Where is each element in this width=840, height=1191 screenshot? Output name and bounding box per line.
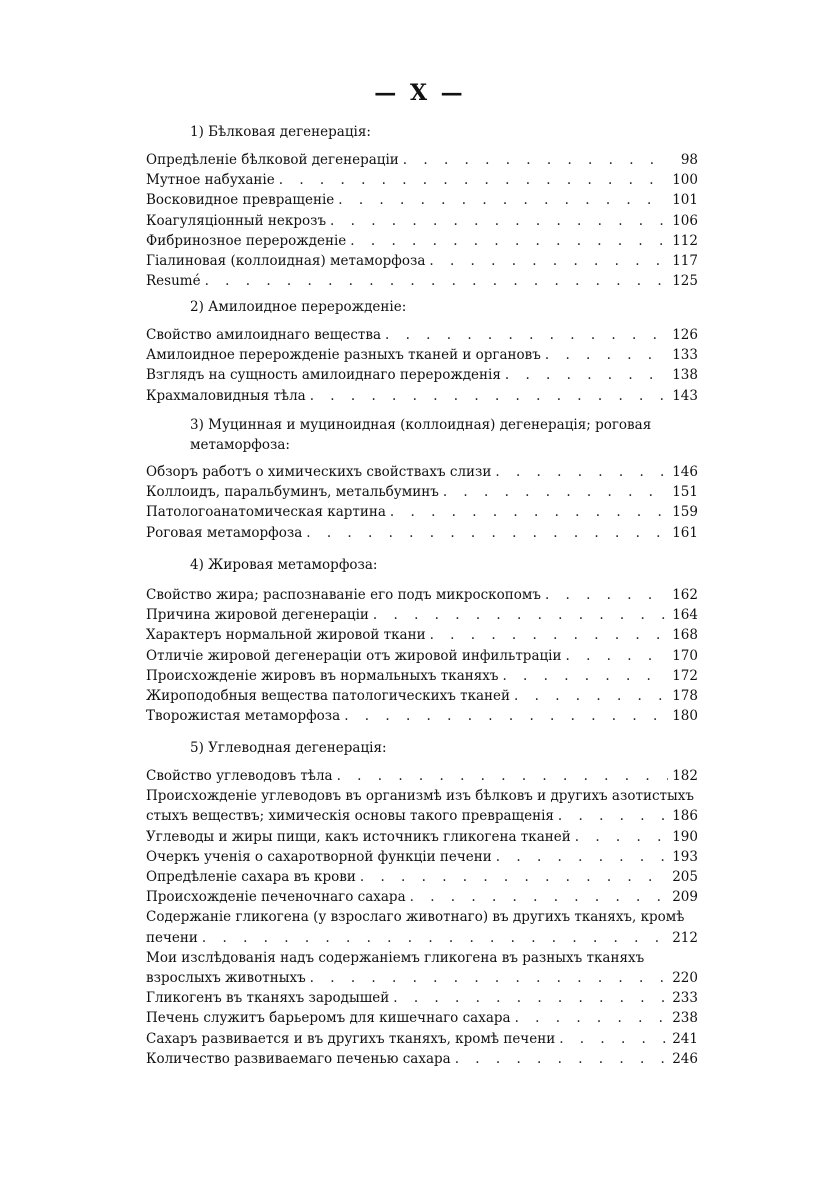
toc-entry bbox=[146, 806, 698, 826]
toc-entry-page: 100 bbox=[672, 172, 698, 189]
toc-entry-title: Коагуляціонный некрозъ bbox=[146, 212, 327, 229]
toc-entry bbox=[146, 170, 698, 190]
dot-leader bbox=[360, 867, 668, 887]
toc-entry bbox=[146, 211, 698, 231]
toc-entry-title: Творожистая метаморфоза bbox=[146, 708, 341, 725]
toc-entry-page: 246 bbox=[672, 1050, 698, 1067]
toc-entry bbox=[146, 706, 698, 726]
toc-entry bbox=[146, 585, 698, 605]
toc-entry-page: 172 bbox=[672, 667, 698, 684]
toc-entry-page: 126 bbox=[672, 327, 698, 343]
toc-entry-first-line: Мои изслѣдованія надъ содержаніемъ гликогена въ разныхъ тканяхъ bbox=[146, 949, 645, 966]
toc-entry-title: Крахмаловидныя тѣла bbox=[146, 387, 306, 404]
toc-entry bbox=[146, 150, 698, 170]
dot-leader bbox=[337, 766, 668, 786]
toc-entry-page: 241 bbox=[672, 1030, 698, 1047]
toc-entry-page: 193 bbox=[672, 848, 698, 865]
toc-entry-title: Характеръ нормальной жировой ткани bbox=[146, 627, 426, 644]
toc-entry-title: Восковидное превращеніе bbox=[146, 192, 335, 209]
toc-entry-page: 117 bbox=[672, 253, 698, 269]
toc-entry bbox=[146, 365, 698, 385]
toc-entry-title: Мутное набуханіе bbox=[146, 172, 275, 189]
page-number: — X — bbox=[374, 80, 466, 106]
toc-entry-title: Роговая метаморфоза bbox=[146, 524, 303, 541]
toc-entry bbox=[146, 251, 698, 271]
dot-leader bbox=[344, 706, 668, 726]
toc-entry bbox=[146, 523, 698, 543]
toc-entry bbox=[146, 325, 698, 345]
dot-leader bbox=[403, 150, 668, 170]
toc-entry bbox=[146, 988, 698, 1008]
dot-leader bbox=[515, 1008, 668, 1028]
toc-entry-title: Свойство амилоиднаго вещества bbox=[146, 327, 382, 343]
toc-entry-page: 186 bbox=[672, 808, 698, 825]
toc-entry-page: 159 bbox=[672, 504, 698, 521]
toc-entry bbox=[146, 482, 698, 502]
dot-leader bbox=[575, 827, 668, 847]
dot-leader bbox=[373, 605, 668, 625]
toc-entry-page: 125 bbox=[672, 273, 698, 290]
toc-entry-title: Очеркъ ученія о сахаротворной функціи печени bbox=[146, 848, 492, 865]
dot-leader bbox=[429, 251, 668, 271]
toc-entry bbox=[146, 847, 698, 867]
dot-leader bbox=[502, 666, 668, 686]
toc-entry-page: 164 bbox=[672, 607, 698, 624]
toc-entry-page: 101 bbox=[672, 192, 698, 209]
toc-entry bbox=[146, 686, 698, 706]
toc-entry-page: 146 bbox=[672, 464, 698, 480]
toc-entry-title: Коллоидъ, паральбуминъ, метальбуминъ bbox=[146, 484, 439, 501]
toc-entry bbox=[146, 928, 698, 948]
toc-entry bbox=[146, 666, 698, 686]
dot-leader bbox=[202, 928, 668, 948]
toc-entry-title: стыхъ веществъ; химическія основы такого превращенія bbox=[146, 808, 554, 825]
toc-entry-title: Печень служитъ барьеромъ для кишечнаго сахара bbox=[146, 1010, 511, 1027]
toc-entry-title: Причина жировой дегенераціи bbox=[146, 607, 369, 624]
dot-leader bbox=[306, 523, 668, 543]
toc-entry-title: Свойство жира; распознаваніе его подъ микроскопомъ bbox=[146, 587, 541, 603]
toc-entry-page: 112 bbox=[672, 232, 698, 249]
dot-leader bbox=[505, 365, 668, 385]
toc-entry-title: Resumé bbox=[146, 273, 201, 290]
toc-entry bbox=[146, 1049, 698, 1069]
toc-entry-title: Свойство углеводовъ тѣла bbox=[146, 768, 333, 784]
toc-entry-title: Количество развиваемаго печенью сахара bbox=[146, 1050, 451, 1067]
dot-leader bbox=[455, 1049, 668, 1069]
toc-entry-title: Патологоанатомическая картина bbox=[146, 504, 386, 521]
toc-entry-first-line: Происхожденіе углеводовъ въ организмѣ изъ бѣлковъ и другихъ азотистыхъ bbox=[146, 788, 694, 805]
toc-entry bbox=[146, 625, 698, 645]
toc-entry-title: Опредѣленіе сахара въ крови bbox=[146, 869, 356, 885]
toc-entry-page: 143 bbox=[672, 387, 698, 404]
dot-leader bbox=[566, 646, 669, 666]
toc-entry-page: 98 bbox=[680, 152, 698, 168]
dot-leader bbox=[514, 686, 668, 706]
toc-entry-title: Происхожденіе жировъ въ нормальныхъ тканяхъ bbox=[146, 667, 499, 684]
toc-entry bbox=[146, 190, 698, 210]
toc-entry-title: взрослыхъ животныхъ bbox=[146, 970, 306, 986]
toc-entry-page: 209 bbox=[672, 889, 698, 906]
dot-leader bbox=[430, 625, 668, 645]
toc-entry-page: 161 bbox=[672, 524, 698, 541]
dot-leader bbox=[385, 325, 668, 345]
toc-entry bbox=[146, 1029, 698, 1049]
toc-entry-page: 212 bbox=[672, 929, 698, 946]
toc-entry bbox=[146, 345, 698, 365]
section-heading: 4) Жировая метаморфоза: bbox=[190, 557, 378, 573]
toc-entry-page: 205 bbox=[672, 869, 698, 885]
toc-entry bbox=[146, 646, 698, 666]
toc-entry-page: 238 bbox=[672, 1010, 698, 1027]
toc-entry-title: Отличіе жировой дегенераціи отъ жировой инфильтраціи bbox=[146, 647, 562, 664]
toc-entry-page: 162 bbox=[672, 587, 698, 603]
dot-leader bbox=[393, 988, 668, 1008]
toc-entry-title: Гіалиновая (коллоидная) метаморфоза bbox=[146, 253, 426, 269]
section-heading: 1) Бѣлковая дегенерація: bbox=[190, 124, 371, 140]
dot-leader bbox=[390, 502, 668, 522]
toc-entry-page: 133 bbox=[672, 347, 698, 364]
dot-leader bbox=[495, 462, 668, 482]
dot-leader bbox=[310, 968, 668, 988]
toc-entry-page: 170 bbox=[672, 647, 698, 664]
toc-entry-title: Происхожденіе печеночнаго сахара bbox=[146, 889, 406, 906]
toc-entry-title: Гликогенъ въ тканяхъ зародышей bbox=[146, 990, 390, 1007]
toc-entry-title: Обзоръ работъ о химическихъ свойствахъ слизи bbox=[146, 464, 492, 480]
toc-entry-title: Углеводы и жиры пищи, какъ источникъ гликогена тканей bbox=[146, 828, 571, 845]
dot-leader bbox=[338, 190, 668, 210]
toc-entry-page: 182 bbox=[672, 768, 698, 784]
toc-entry-page: 178 bbox=[672, 688, 698, 704]
toc-entry bbox=[146, 827, 698, 847]
toc-entry bbox=[146, 968, 698, 988]
toc-entry bbox=[146, 766, 698, 786]
toc-entry-first-line: Содержаніе гликогена (у взрослаго животнаго) въ другихъ тканяхъ, кромѣ bbox=[146, 909, 685, 926]
dot-leader bbox=[205, 271, 668, 291]
section-heading: 5) Углеводная дегенерація: bbox=[190, 740, 387, 756]
toc-entry-title: Сахаръ развивается и въ другихъ тканяхъ, кромѣ печени bbox=[146, 1030, 556, 1047]
toc-entry-page: 190 bbox=[672, 828, 698, 845]
dot-leader bbox=[496, 847, 668, 867]
section-heading: 2) Амилоидное перерожденіе: bbox=[190, 299, 407, 315]
toc-entry-title: Амилоидное перерожденіе разныхъ тканей и органовъ bbox=[146, 347, 541, 364]
toc-entry-page: 180 bbox=[672, 708, 698, 725]
dot-leader bbox=[545, 585, 668, 605]
toc-entry bbox=[146, 386, 698, 406]
toc-entry bbox=[146, 502, 698, 522]
toc-entry-title: Взглядъ на сущность амилоиднаго перерожденія bbox=[146, 367, 501, 384]
toc-entry bbox=[146, 1008, 698, 1028]
toc-entry bbox=[146, 887, 698, 907]
dot-leader bbox=[310, 386, 668, 406]
toc-entry-title: Жироподобныя вещества патологическихъ тканей bbox=[146, 688, 511, 704]
toc-entry bbox=[146, 462, 698, 482]
dot-leader bbox=[279, 170, 668, 190]
toc-entry bbox=[146, 231, 698, 251]
dot-leader bbox=[545, 345, 668, 365]
dot-leader bbox=[410, 887, 668, 907]
toc-entry bbox=[146, 605, 698, 625]
toc-entry-page: 168 bbox=[672, 627, 698, 644]
dot-leader bbox=[350, 231, 668, 251]
section-heading: 3) Муцинная и муциноидная (коллоидная) дегенерація; роговая метаморфоза: bbox=[190, 417, 652, 453]
dot-leader bbox=[443, 482, 668, 502]
toc-entry bbox=[146, 867, 698, 887]
toc-entry-page: 233 bbox=[672, 990, 698, 1007]
toc-entry bbox=[146, 271, 698, 291]
toc-entry-page: 151 bbox=[672, 484, 698, 501]
dot-leader bbox=[330, 211, 668, 231]
toc-entry-page: 220 bbox=[672, 970, 698, 986]
dot-leader bbox=[558, 806, 668, 826]
toc-entry-title: Опредѣленіе бѣлковой дегенераціи bbox=[146, 152, 399, 168]
toc-entry-page: 138 bbox=[672, 367, 698, 384]
toc-entry-title: печени bbox=[146, 929, 198, 946]
dot-leader bbox=[559, 1029, 668, 1049]
toc-entry-page: 106 bbox=[672, 212, 698, 229]
toc-entry-title: Фибринозное перерожденіе bbox=[146, 232, 347, 249]
